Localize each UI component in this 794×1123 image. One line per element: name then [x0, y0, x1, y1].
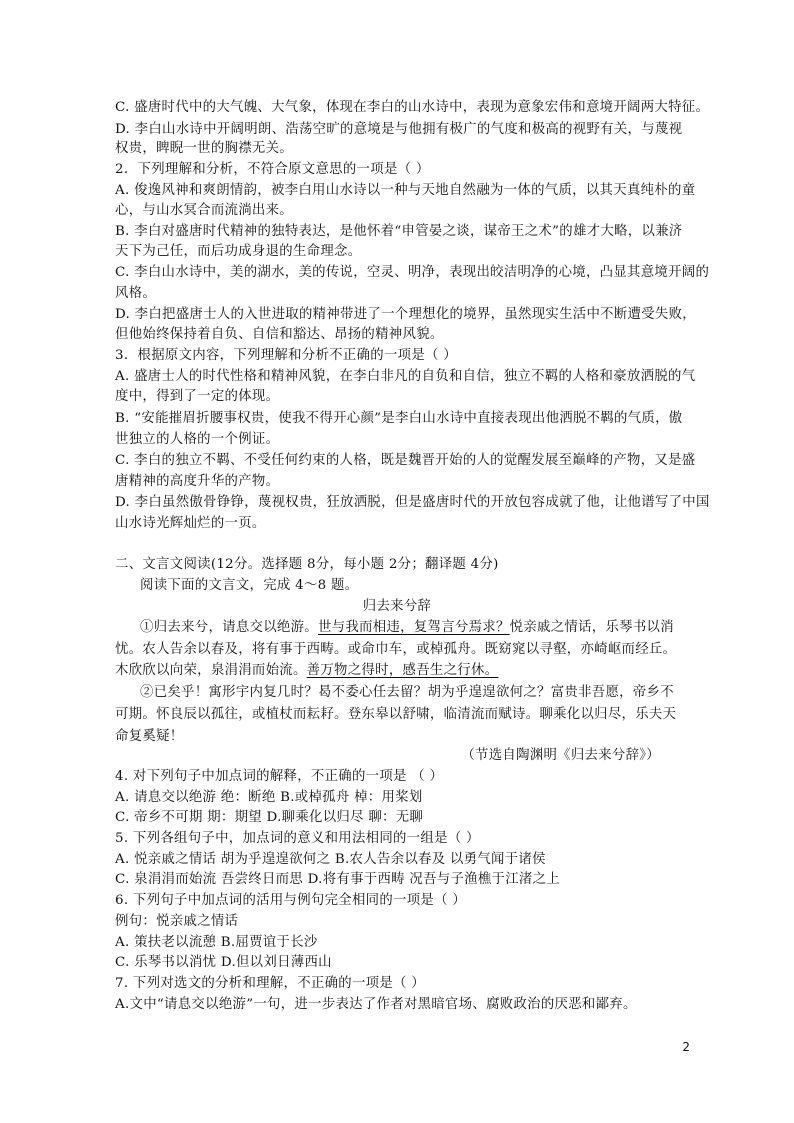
question-6-example: 例句：悦亲戚之情话 [115, 914, 239, 929]
option-2a-cont: 心，与山水冥合而流淌出来。 [115, 203, 293, 218]
passage-text: 悦亲戚之情话，乐琴书以消 [509, 620, 674, 635]
option-3a: A. 盛唐士人的时代性格和精神风貌，在李白非凡的自负和自信，独立不羁的人格和豪放洒脱的气 [115, 369, 696, 384]
page-number: 2 [682, 1040, 690, 1054]
option-2b: B. 李白对盛唐时代精神的独特表达，是他怀着“申管晏之谈，谋帝王之术”的雄才大略，以兼济 [115, 224, 683, 239]
passage-title: 归去来兮辞 [362, 599, 432, 614]
option-2c-cont: 风格。 [115, 286, 157, 301]
option-4cd: C. 帝乡不可期 期：期望 D.聊乘化以归尽 聊：无聊 [115, 810, 424, 825]
option-7a: A.文中“请息交以绝游”一句，进一步表达了作者对黑暗官场、腐败政治的厌恶和鄙弃。 [115, 997, 637, 1012]
option-3d-cont: 山水诗光辉灿烂的一页。 [115, 516, 266, 531]
passage-paragraph-2-line-2: 可期。怀良辰以孤往，或植杖而耘耔。登东皋以舒啸，临清流而赋诗。聊乘化以归尽，乐夫天 [115, 707, 677, 722]
option-2b-cont: 天下为己任，而后功成身退的生命理念。 [115, 244, 362, 259]
passage-text: ①归去来兮，请息交以绝游。 [140, 620, 318, 635]
question-6: 6. 下列句子中加点词的活用与例句完全相同的一项是（ ） [115, 893, 467, 908]
option-6ab: A. 策扶老以流憩 B.屈贾谊于长沙 [115, 935, 318, 950]
option-3b: B. “安能摧眉折腰事权贵，使我不得开心颜”是李白山水诗中直接表现出他洒脱不羁的气质，傲 [115, 411, 683, 426]
option-1c: C. 盛唐时代中的大气魄、大气象，体现在李白的山水诗中，表现为意象宏伟和意境开阔两大特征。 [115, 100, 710, 115]
question-7: 7. 下列对选文的分析和理解，不正确的一项是（ ） [115, 976, 425, 991]
passage-paragraph-2-line-1: ②已矣乎！寓形宇内复几时？曷不委心任去留？胡为乎遑遑欲何之？富贵非吾愿，帝乡不 [140, 685, 674, 700]
option-1d-cont: 权贵，睥睨一世的胸襟无关。 [115, 141, 293, 156]
question-3: 3．根据原文内容，下列理解和分析不正确的一项是（ ） [115, 348, 457, 363]
section-heading: 二、文言文阅读(12分。选择题 8分，每小题 2分；翻译题 4分) [115, 557, 499, 572]
option-1d: D. 李白山水诗中开阔明朗、浩荡空旷的意境是与他拥有极广的气度和极高的视野有关，与蔑视 [115, 122, 683, 137]
question-4: 4. 对下列句子中加点词的解释，不正确的一项是 （ ） [115, 769, 444, 784]
option-3d: D. 李白虽然傲骨铮铮，蔑视权贵，狂放洒脱，但是盛唐时代的开放包容成就了他，让他谱写了中国 [115, 495, 710, 510]
question-5: 5. 下列各组句子中，加点词的意义和用法相同的一组是（ ） [115, 831, 480, 846]
option-3a-cont: 度中，得到了一定的体现。 [115, 389, 280, 404]
passage-paragraph-2-line-3: 命复奚疑！ [115, 729, 184, 744]
underlined-sentence: 世与我而相违，复驾言兮焉求？ [317, 620, 510, 635]
option-5ab: A. 悦亲戚之情话 胡为乎遑遑欲何之 B.农人告余以春及 以勇气闻于诸侯 [115, 852, 546, 867]
passage-paragraph-1-line-1 [140, 618, 720, 638]
option-2d-cont: 但他始终保持着自负、自信和豁达、昂扬的精神风貌。 [115, 327, 444, 342]
underlined-sentence: 善万物之得时，感吾生之行休。 [306, 663, 499, 678]
option-3c-cont: 唐精神的高度升华的产物。 [115, 474, 280, 489]
option-4ab: A. 请息交以绝游 绝：断绝 B.或棹孤舟 棹：用桨划 [115, 790, 423, 805]
question-2: 2．下列理解和分析，不符合原文意思的一项是（ ） [115, 162, 430, 177]
option-2c: C. 李白山水诗中，美的湖水，美的传说，空灵、明净，表现出皎洁明净的心境，凸显其意境开阔的 [115, 265, 710, 280]
option-5cd: C. 泉涓涓而始流 吾尝终日而思 D.将有事于西畴 况吾与子渔樵于江渚之上 [115, 872, 560, 887]
option-3c: C. 李白的独立不羁、不受任何约束的人格，既是魏晋开始的人的觉醒发展至巅峰的产物，又是盛 [115, 453, 696, 468]
passage-text: 木欣欣以向荣，泉涓涓而始流。 [115, 663, 307, 678]
option-3b-cont: 世独立的人格的一个例证。 [115, 432, 280, 447]
option-2a: A. 俊逸风神和爽朗情韵，被李白用山水诗以一种与天地自然融为一体的气质，以其天真纯朴的童 [115, 183, 696, 198]
option-6cd: C. 乐琴书以消忧 D.但以刘日薄西山 [115, 955, 332, 970]
passage-paragraph-1-line-3 [115, 661, 695, 681]
section-instruction: 阅读下面的文言文，完成 4～8 题。 [140, 578, 359, 593]
passage-paragraph-1-line-2: 忧。农人告余以春及，将有事于西畴。或命巾车，或棹孤舟。既窈窕以寻壑，亦崎岖而经丘。 [115, 642, 677, 657]
option-2d: D. 李白把盛唐士人的入世进取的精神带进了一个理想化的境界，虽然现实生活中不断遭受失败， [115, 307, 696, 322]
passage-source: （节选自陶渊明《归去来兮辞》） [461, 748, 660, 763]
